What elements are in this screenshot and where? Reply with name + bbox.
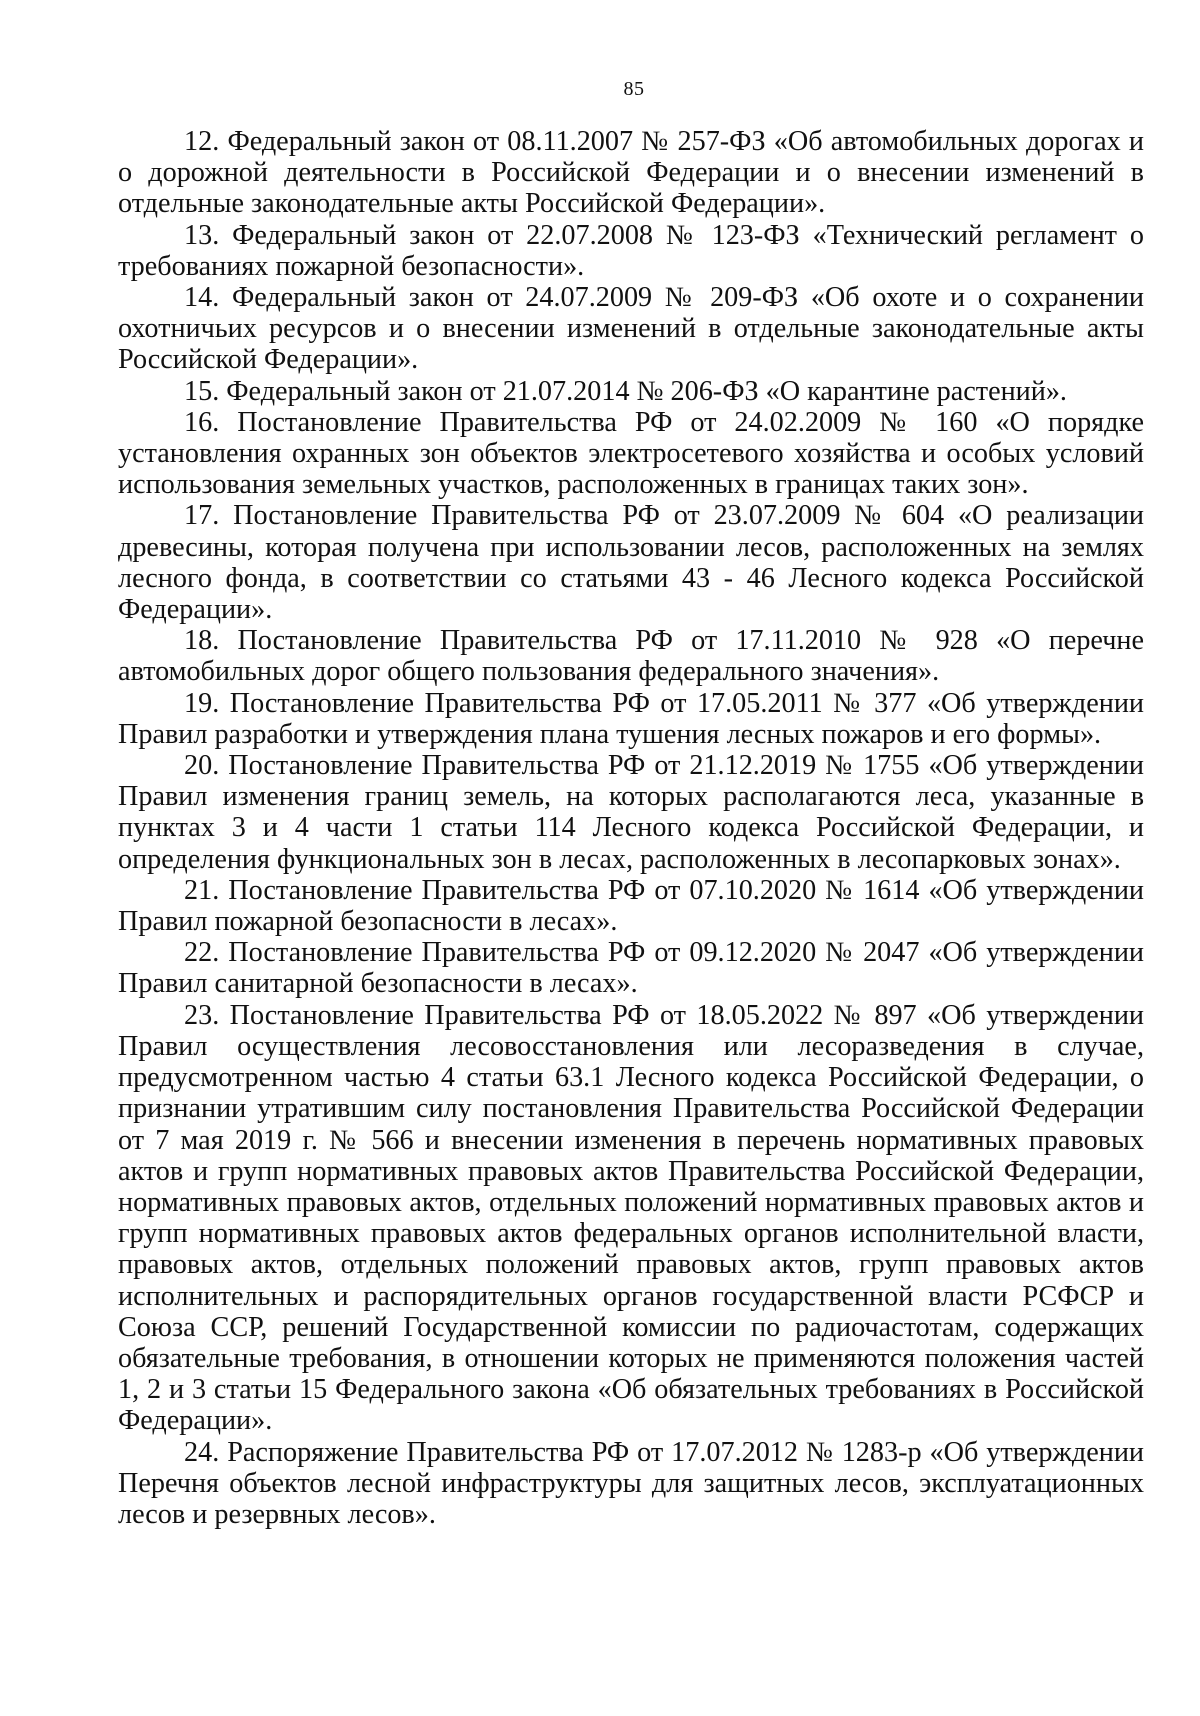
list-item xyxy=(118,937,1144,999)
item-text: Постановление Правительства РФ от 18.05.2022 № 897 «Об утверждении Правил осуществления лесовосстановления или лесоразведения в случае, предусмотренном частью 4 статьи 63.1 Лесного кодекса Российской Федерации, о признании утратившим силу постановления Правительства Российской Федерации от 7 мая 2019 г. № 566 и внесении изменения в перечень нормативных правовых актов и групп нормативных правовых актов Правительства Российской Федерации, нормативных правовых актов, отдельных положений нормативных правовых актов и групп нормативных правовых актов федеральных органов исполнительной власти, правовых актов, отдельных положений правовых актов, групп правовых актов исполнительных и распорядительных органов государственной власти РСФСР и Союза ССР, решений Государственной комиссии по радиочастотам, содержащих обязательные требования, в отношении которых не применяются положения частей 1, 2 и 3 статьи 15 Федерального закона «Об обязательных требованиях в Российской Федерации». xyxy=(118,999,1144,1437)
item-number: 20. xyxy=(184,750,220,782)
item-number: 17. xyxy=(184,500,220,532)
list-item xyxy=(118,500,1144,625)
item-number: 13. xyxy=(184,219,220,251)
page-number: 85 xyxy=(623,78,645,100)
item-number: 15. xyxy=(184,375,220,407)
item-text: Федеральный закон от 21.07.2014 № 206-ФЗ «О карантине растений». xyxy=(226,375,1067,407)
item-number: 16. xyxy=(184,406,220,438)
item-number: 19. xyxy=(184,687,220,719)
item-number: 23. xyxy=(184,999,220,1031)
list-item xyxy=(118,750,1144,875)
item-number: 21. xyxy=(184,874,220,906)
item-text: Распоряжение Правительства РФ от 17.07.2012 № 1283-р «Об утверждении Перечня объектов лесной инфраструктуры для защитных лесов, эксплуатационных лесов и резервных лесов». xyxy=(118,1436,1145,1530)
list-item xyxy=(118,126,1144,220)
list-item xyxy=(118,1437,1144,1531)
list-item xyxy=(118,407,1144,501)
item-text: Постановление Правительства РФ от 24.02.2009 № 160 «О порядке установления охранных зон объектов электросетевого хозяйства и особых условий использования земельных участков, расположенных в границах таких зон». xyxy=(118,406,1144,501)
item-text: Федеральный закон от 22.07.2008 № 123-ФЗ «Технический регламент о требованиях пожарной безопасности». xyxy=(118,219,1144,282)
list-item xyxy=(118,688,1144,750)
list-item xyxy=(118,875,1144,937)
list-item xyxy=(118,1000,1144,1437)
item-number: 14. xyxy=(184,282,220,314)
item-number: 18. xyxy=(184,625,220,657)
item-number: 24. xyxy=(184,1436,220,1468)
list-item xyxy=(118,625,1144,687)
item-text: Постановление Правительства РФ от 17.11.2010 № 928 «О перечне автомобильных дорог общего пользования федерального значения». xyxy=(118,625,1144,688)
item-text: Постановление Правительства РФ от 09.12.2020 № 2047 «Об утверждении Правил санитарной безопасности в лесах». xyxy=(118,937,1145,1000)
item-text: Постановление Правительства РФ от 21.12.2019 № 1755 «Об утверждении Правил изменения границ земель, на которых располагаются леса, указанные в пунктах 3 и 4 части 1 статьи 114 Лесного кодекса Российской Федерации, и определения функциональных зон в лесах, расположенных в лесопарковых зонах». xyxy=(118,750,1145,875)
item-text: Постановление Правительства РФ от 07.10.2020 № 1614 «Об утверждении Правил пожарной безопасности в лесах». xyxy=(118,874,1145,938)
list-item xyxy=(118,220,1144,282)
item-text: Постановление Правительства РФ от 17.05.2011 № 377 «Об утверждении Правил разработки и утверждения плана тушения лесных пожаров и его формы». xyxy=(118,687,1145,750)
item-text: Федеральный закон от 24.07.2009 № 209-ФЗ «Об охоте и о сохранении охотничьих ресурсов и о внесении изменений в отдельные законодательные акты Российской Федерации». xyxy=(118,282,1145,376)
item-text: Федеральный закон от 08.11.2007 № 257-ФЗ «Об автомобильных дорогах и о дорожной деятельности в Российской Федерации и о внесении изменений в отдельные законодательные акты Российской Федерации». xyxy=(118,126,1145,220)
item-number: 12. xyxy=(184,126,220,157)
document-body xyxy=(118,126,1144,1530)
item-text: Постановление Правительства РФ от 23.07.2009 № 604 «О реализации древесины, которая получена при использовании лесов, расположенных на землях лесного фонда, в соответствии со статьями 43 - 46 Лесного кодекса Российской Федерации». xyxy=(118,500,1145,626)
item-number: 22. xyxy=(184,937,220,969)
list-item xyxy=(118,282,1144,376)
list-item xyxy=(118,376,1144,407)
